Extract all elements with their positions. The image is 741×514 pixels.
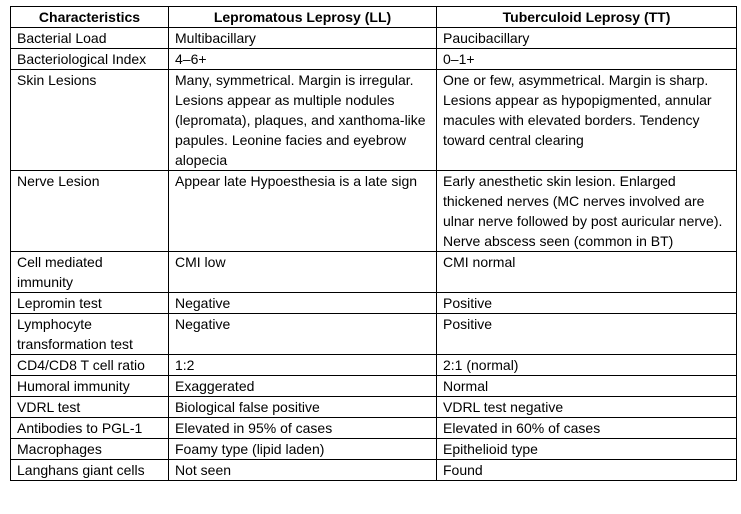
table-row xyxy=(11,49,737,70)
row-lepromatous-value: 4–6+ xyxy=(169,49,437,70)
row-lepromatous-value: Negative xyxy=(169,293,437,314)
row-lepromatous-value: CMI low xyxy=(169,252,437,293)
table-row xyxy=(11,376,737,397)
row-tuberculoid-value: Positive xyxy=(437,314,737,355)
row-lepromatous-value: Many, symmetrical. Margin is irregular. Lesions appear as multiple nodules (lepromata), plaques, and xanthoma-like papules. Leonine facies and eyebrow alopecia xyxy=(169,70,437,171)
row-lepromatous-value: Elevated in 95% of cases xyxy=(169,418,437,439)
column-header-tuberculoid: Tuberculoid Leprosy (TT) xyxy=(437,7,737,28)
row-tuberculoid-value: CMI normal xyxy=(437,252,737,293)
row-characteristic: Lepromin test xyxy=(11,293,169,314)
row-lepromatous-value: Appear late Hypoesthesia is a late sign xyxy=(169,171,437,252)
table-row xyxy=(11,314,737,355)
table-row xyxy=(11,355,737,376)
column-header-characteristics: Characteristics xyxy=(11,7,169,28)
row-tuberculoid-value: Normal xyxy=(437,376,737,397)
row-lepromatous-value: Biological false positive xyxy=(169,397,437,418)
row-tuberculoid-value: 0–1+ xyxy=(437,49,737,70)
row-lepromatous-value: Foamy type (lipid laden) xyxy=(169,439,437,460)
row-characteristic: Langhans giant cells xyxy=(11,460,169,481)
table-row xyxy=(11,171,737,252)
row-characteristic: Nerve Lesion xyxy=(11,171,169,252)
table-row xyxy=(11,293,737,314)
table-row xyxy=(11,460,737,481)
row-characteristic: Macrophages xyxy=(11,439,169,460)
row-characteristic: VDRL test xyxy=(11,397,169,418)
row-tuberculoid-value: Elevated in 60% of cases xyxy=(437,418,737,439)
row-lepromatous-value: Multibacillary xyxy=(169,28,437,49)
row-characteristic: Skin Lesions xyxy=(11,70,169,171)
table-row xyxy=(11,397,737,418)
column-header-lepromatous: Lepromatous Leprosy (LL) xyxy=(169,7,437,28)
row-characteristic: Cell mediated immunity xyxy=(11,252,169,293)
row-tuberculoid-value: Early anesthetic skin lesion. Enlarged thickened nerves (MC nerves involved are ulnar nerve followed by post auricular nerve). Nerve abscess seen (common in BT) xyxy=(437,171,737,252)
leprosy-comparison-table xyxy=(10,6,737,481)
table-row xyxy=(11,70,737,171)
row-characteristic: Bacteriological Index xyxy=(11,49,169,70)
row-lepromatous-value: Exaggerated xyxy=(169,376,437,397)
row-characteristic: Antibodies to PGL-1 xyxy=(11,418,169,439)
row-lepromatous-value: Negative xyxy=(169,314,437,355)
table-row xyxy=(11,252,737,293)
row-tuberculoid-value: Epithelioid type xyxy=(437,439,737,460)
table-header-row xyxy=(11,7,737,28)
row-tuberculoid-value: 2:1 (normal) xyxy=(437,355,737,376)
row-tuberculoid-value: Paucibacillary xyxy=(437,28,737,49)
row-lepromatous-value: 1:2 xyxy=(169,355,437,376)
table-row xyxy=(11,28,737,49)
row-tuberculoid-value: One or few, asymmetrical. Margin is sharp. Lesions appear as hypopigmented, annular macules with elevated borders. Tendency toward central clearing xyxy=(437,70,737,171)
row-lepromatous-value: Not seen xyxy=(169,460,437,481)
table-row xyxy=(11,439,737,460)
row-characteristic: CD4/CD8 T cell ratio xyxy=(11,355,169,376)
table-row xyxy=(11,418,737,439)
row-characteristic: Bacterial Load xyxy=(11,28,169,49)
comparison-table-container xyxy=(10,6,737,481)
row-characteristic: Lymphocyte transformation test xyxy=(11,314,169,355)
row-tuberculoid-value: VDRL test negative xyxy=(437,397,737,418)
row-characteristic: Humoral immunity xyxy=(11,376,169,397)
row-tuberculoid-value: Positive xyxy=(437,293,737,314)
row-tuberculoid-value: Found xyxy=(437,460,737,481)
